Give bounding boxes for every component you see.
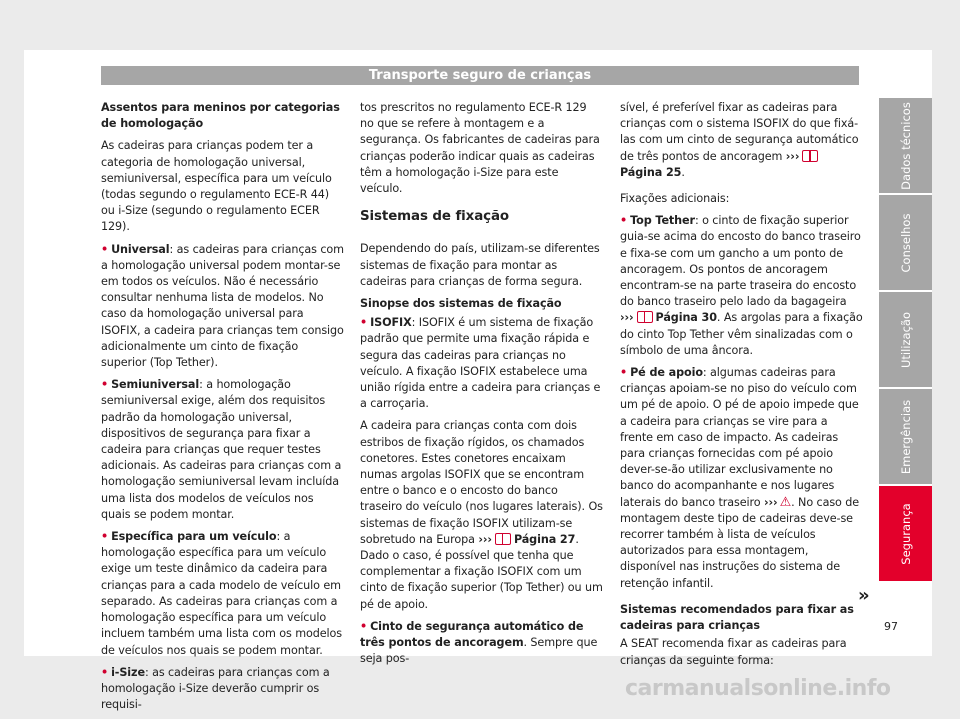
tab-conselhos[interactable]: Conselhos (879, 195, 932, 290)
page-ref-30[interactable]: Página 30 (655, 311, 717, 325)
bullet-icon: • (360, 619, 368, 633)
item-top-tether: • Top Tether: o cinto de fixação superior guia-se acima do encosto do banco traseiro e fixa-se com um gancho a um ponto de ancoragem. Os pontos de ancoragem encontram-se na parte traseira do encosto do banco traseiro pelo lado da bagageira ››› Página 30. As argolas para a fixação do cinto Top Tether vêm sinalizadas com o símbolo de uma âncora. (620, 214, 863, 357)
tab-seguranca[interactable]: Segurança (879, 486, 932, 581)
tab-emergencias[interactable]: Emergências (879, 389, 932, 484)
homologation-intro: As cadeiras para crianças podem ter a categoria de homologação universal, semiuniversal, específica para um veículo (todas segundo o regulamento ECE-R 44) ou i-Size (segundo o regulamento ECER 129). (101, 139, 332, 234)
bullet-icon: • (360, 316, 368, 330)
page-ref-27[interactable]: Página 27 (513, 532, 576, 546)
fixacoes-adicionais: Fixações adicionais: (620, 192, 730, 206)
tab-dados-tecnicos[interactable]: Dados técnicos (879, 98, 932, 193)
page-header: Transporte seguro de crianças (101, 66, 859, 85)
item-pe-de-apoio: • Pé de apoio: algumas cadeiras para crianças apoiam-se no piso do veículo com um pé de apoio. O pé de apoio impede que a cadeira para crianças se vire para a frente em caso de impacto. As cadeiras para crianças fornecidas com pé apoio dever-se-ão utilizar exclusivamente no banco do acompanhante e nos lugares laterais do banco traseiro ››› ⚠. No caso de montagem deste tipo de cadeiras deve-se recorrer também à lista de veículos autorizados para essa montagem, disponível nas instruções do sistema de retenção infantil. (620, 366, 860, 590)
sistemas-recomendados-heading: Sistemas recomendados para fixar as cadeiras para crianças (620, 602, 854, 633)
fixacao-intro: Dependendo do país, utilizam-se diferentes sistemas de fixação para montar as cadeiras para crianças de forma segura. (360, 242, 600, 288)
page-number: 97 (884, 620, 898, 633)
book-icon (802, 150, 818, 162)
item-especifica: • Específica para um veículo: a homologação específica para um veículo exige um teste dinâmico da cadeira para crianças para a cada modelo de veículo em separado. As cadeiras para crianças com a homologação específica para um veículo incluem também uma lista com os modelos de veículos nos quais se podem montar. (101, 530, 342, 657)
tab-utilizacao[interactable]: Utilização (879, 292, 932, 387)
page-ref-25[interactable]: Página 25 (620, 165, 682, 179)
book-icon (637, 311, 653, 323)
sinopse-heading: Sinopse dos sistemas de fixação (360, 297, 562, 311)
item-universal: • Universal: as cadeiras para crianças com a homologação universal podem montar-se em todos os veículos. Não é necessário consultar nenhuma lista de modelos. No caso da homologação universal para ISOFIX, a cadeira para crianças tem consigo adicionalmente um cinto de fixação superior (Top Tether). (101, 242, 344, 370)
bullet-icon: • (620, 214, 628, 228)
item-isize: • i-Size: as cadeiras para crianças com a homologação i-Size deverão cumprir os requisi- (101, 665, 330, 712)
warning-icon[interactable]: ⚠ (779, 494, 792, 510)
bullet-icon: • (101, 242, 109, 256)
cinto-continuation: sível, é preferível fixar as cadeiras para crianças com o sistema ISOFIX do que fixá-las com um cinto de segurança automático de três pontos de ancoragem ›››Página 25. (620, 101, 859, 179)
sistemas-recomendados-text: A SEAT recomenda fixar as cadeiras para crianças da seguinte forma: (620, 637, 847, 667)
column-1 (101, 100, 344, 719)
item-cinto: • Cinto de segurança automático de três pontos de ancoragem. Sempre que seja pos- (360, 619, 598, 666)
isize-continuation: tos prescritos no regulamento ECE-R 129 no que se refere à montagem e a segurança. Os fabricantes de cadeiras para crianças poderão indicar quais as cadeiras têm a homologação i-Size para este veículo. (360, 101, 600, 196)
isofix-detail: A cadeira para crianças conta com dois estribos de fixação rígidos, os chamados conetores. Estes conetores encaixam numas argolas ISOFIX que se encontram entre o banco e o encosto do banco traseiro do veículo (nos lugares laterais). Os sistemas de fixação ISOFIX utilizam-se sobretudo na Europa ››› Página 27. Dado o caso, é possível que tenha que complementar a fixação ISOFIX com um cinto de fixação superior (Top Tether) ou um pé de apoio. (360, 419, 603, 611)
bullet-icon: • (101, 665, 109, 679)
book-icon (495, 533, 511, 545)
homologation-heading: Assentos para meninos por categorias de homologação (101, 101, 340, 131)
continue-marker: » (858, 585, 870, 606)
bullet-icon: • (101, 530, 109, 544)
watermark: carmanualsonline.info (625, 676, 891, 701)
section-title-fixacao: Sistemas de fixação (360, 209, 509, 225)
column-2 (360, 100, 603, 674)
bullet-icon: • (620, 366, 628, 380)
item-semiuniversal: • Semiuniversal: a homologação semiuniversal exige, além dos requisitos padrão da homologação universal, dispositivos de segurança para fixar a cadeira para crianças que requer testes adicionais. As cadeiras para crianças com a homologação semiuniversal levam incluída uma lista dos modelos de veículos nos quais se podem montar. (101, 378, 342, 521)
item-isofix: • ISOFIX: ISOFIX é um sistema de fixação padrão que permite uma fixação rápida e segura das cadeiras para crianças no veículo. A fixação ISOFIX estabelece uma união rígida entre a cadeira para crianças e a carroçaria. (360, 316, 601, 411)
column-3 (620, 100, 863, 675)
bullet-icon: • (101, 378, 109, 392)
